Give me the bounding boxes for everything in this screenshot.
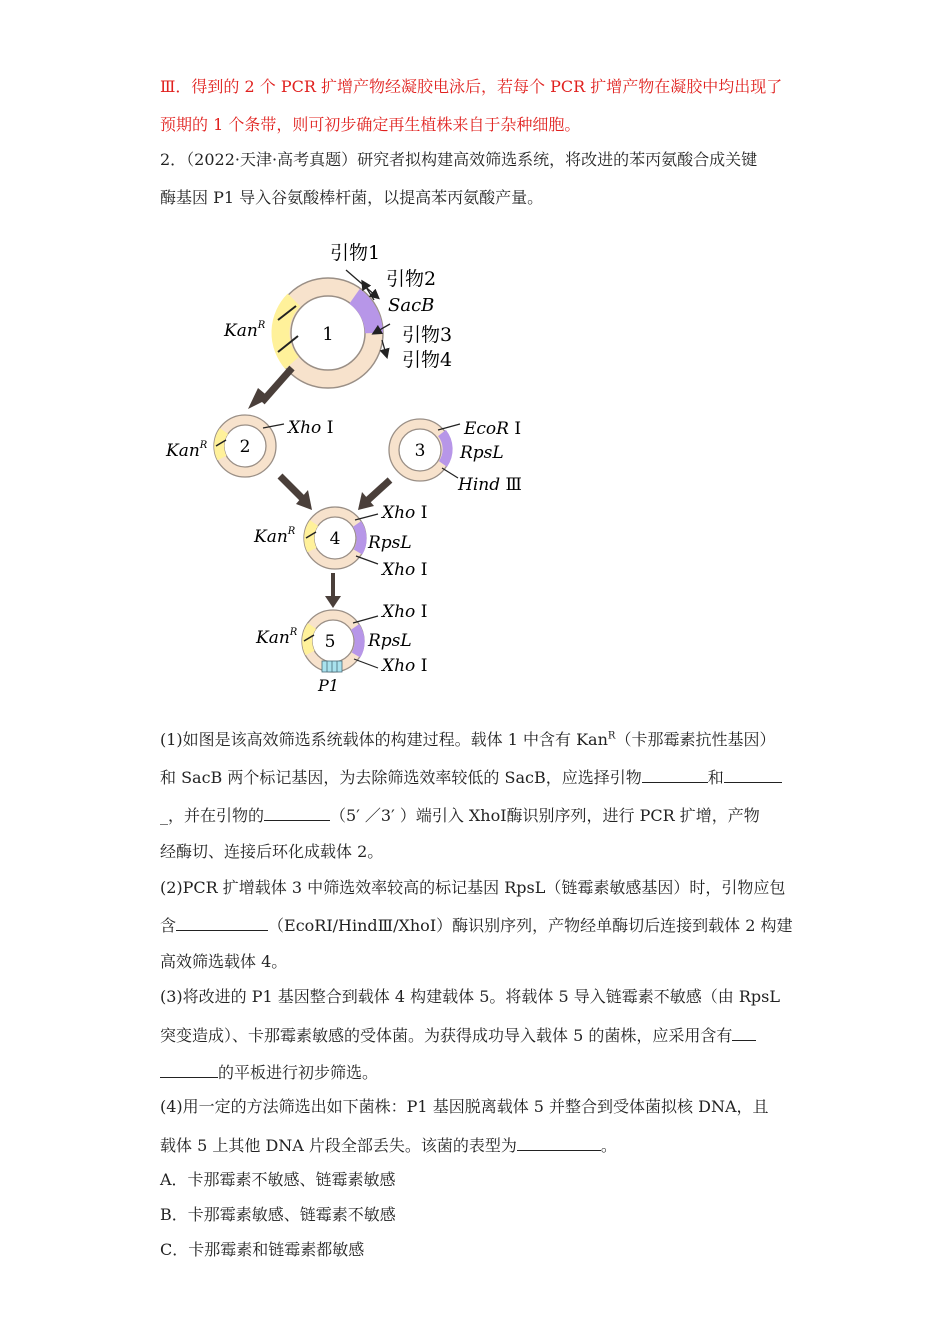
arrow-3-to-4	[368, 480, 390, 500]
answer-blank-1[interactable]	[642, 766, 708, 783]
rpsl-segment-3	[442, 433, 448, 464]
xho-label-5b: Xho Ⅰ	[382, 656, 428, 676]
q4-line-2: 载体 5 上其他 DNA 片段全部丢失。该菌的表型为 。	[160, 1136, 617, 1155]
primer-2-label: 引物2	[386, 268, 437, 290]
xho-label-4a: Xho Ⅰ	[382, 503, 428, 523]
answer-blank-5a[interactable]	[732, 1024, 756, 1041]
rpsl-label-5: RpsL	[368, 631, 412, 651]
q1-line-4: 经酶切、连接后环化成载体 2。	[160, 842, 384, 861]
option-a[interactable]: A．卡那霉素不敏感、链霉素敏感	[160, 1170, 396, 1189]
option-b[interactable]: B．卡那霉素敏感、链霉素不敏感	[160, 1205, 396, 1224]
answer-blank-4[interactable]	[176, 914, 268, 931]
xho-label-4b: Xho Ⅰ	[382, 560, 428, 580]
rpsl-label-3: RpsL	[460, 443, 504, 463]
rpsl-label-4: RpsL	[368, 533, 412, 553]
q4-line-1: (4)用一定的方法筛选出如下菌株：P1 基因脱离载体 5 并整合到受体菌拟核 DNA，且	[160, 1097, 769, 1116]
hind-label: Hind Ⅲ	[458, 475, 522, 495]
vector-1-number: 1	[322, 324, 334, 345]
vector-4	[304, 507, 378, 569]
xho-label-2: Xho Ⅰ	[288, 418, 334, 438]
q1-line-1: (1)如图是该高效筛选系统载体的构建过程。载体 1 中含有 Kan$^R$（卡那霉素抗性基因）	[160, 730, 776, 749]
primer-1-label: 引物1	[330, 242, 381, 264]
primer-4-label: 引物4	[402, 349, 453, 371]
conclusion-line-2: 预期的 1 个条带，则可初步确定再生植株来自于杂种细胞。	[160, 115, 581, 134]
q1-line-2: 和 SacB 两个标记基因，为去除筛选效率较低的 SacB，应选择引物 和	[160, 766, 800, 789]
answer-blank-5b[interactable]	[160, 1061, 218, 1078]
ecor-label: EcoR Ⅰ	[464, 419, 522, 439]
question-intro-2: 酶基因 P1 导入谷氨酸棒杆菌，以提高苯丙氨酸产量。	[160, 188, 544, 207]
vector-4-number: 4	[329, 529, 341, 549]
kan-label-2: Kan$^R$	[166, 440, 208, 461]
primer-3-label: 引物3	[402, 324, 453, 346]
answer-blank-6[interactable]	[517, 1134, 601, 1151]
vector-2	[214, 415, 284, 477]
answer-blank-3[interactable]	[264, 804, 330, 821]
conclusion-line-1: Ⅲ．得到的 2 个 PCR 扩增产物经凝胶电泳后，若每个 PCR 扩增产物在凝胶中均出现了	[160, 77, 783, 96]
answer-blank-2[interactable]	[724, 766, 782, 783]
vector-5	[302, 610, 378, 672]
q3-line-2: 突变造成）、卡那霉素敏感的受体菌。为获得成功导入载体 5 的菌株，应采用含有	[160, 1024, 800, 1047]
option-c[interactable]: C．卡那霉素和链霉素都敏感	[160, 1240, 365, 1259]
q2-line-2: 含 （EcoRⅠ/HindⅢ/XhoⅠ）酶识别序列，产物经单酶切后连接到载体 2 构建	[160, 916, 793, 935]
vector-2-number: 2	[239, 437, 251, 457]
kan-label-1: Kan$^R$	[224, 320, 266, 341]
vector-3	[389, 419, 460, 481]
sacb-label: SacB	[388, 295, 435, 316]
q2-line-1: (2)PCR 扩增载体 3 中筛选效率较高的标记基因 RpsL（链霉素敏感基因）时，引物应包	[160, 878, 786, 897]
q3-line-1: (3)将改进的 P1 基因整合到载体 4 构建载体 5。将载体 5 导入链霉素不敏感（由 RpsL	[160, 987, 780, 1006]
vector-3-number: 3	[414, 441, 426, 461]
xho-label-5a: Xho Ⅰ	[382, 602, 428, 622]
q3-line-3: 的平板进行初步筛选。	[160, 1061, 800, 1084]
arrow-2-to-4	[280, 476, 302, 498]
vector-5-number: 5	[324, 632, 336, 652]
kan-label-5: Kan$^R$	[256, 627, 298, 648]
q2-line-3: 高效筛选载体 4。	[160, 952, 288, 971]
question-intro-1: 2．（2022·天津·高考真题）研究者拟构建高效筛选系统，将改进的苯丙氨酸合成关键	[160, 150, 758, 169]
p1-label: P1	[318, 676, 339, 695]
rpsl-segment-4	[357, 524, 362, 552]
q1-line-3: _，并在引物的 （5′ ／3′ ）端引入 XhoⅠ酶识别序列，进行 PCR 扩增，产物	[160, 806, 760, 825]
vector-construction-diagram	[150, 228, 550, 703]
kan-label-4: Kan$^R$	[254, 526, 296, 547]
rpsl-segment-5	[355, 627, 360, 655]
